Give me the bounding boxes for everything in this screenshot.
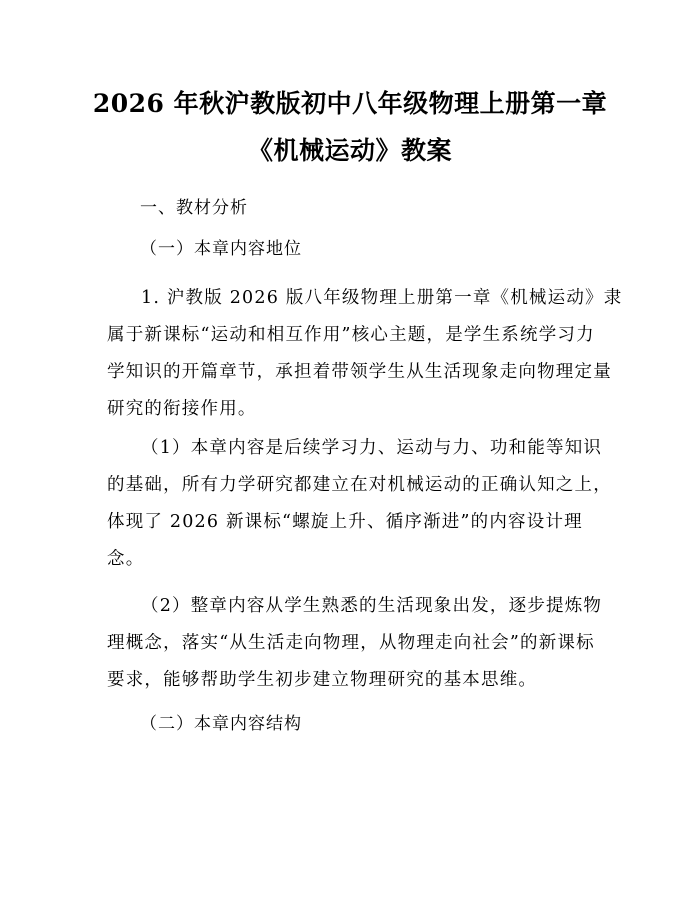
paragraph-line: 属于新课标“运动和相互作用”核心主题，是学生系统学习力: [107, 325, 595, 345]
subsection-heading-chapter-structure: （二）本章内容结构: [140, 714, 302, 734]
document-title-line-2: 《机械运动》教案: [247, 136, 452, 165]
paragraph-line: 体现了 2026 新课标“螺旋上升、循序渐进”的内容设计理: [107, 512, 583, 532]
paragraph-line: 理概念，落实“从生活走向物理，从物理走向社会”的新课标: [107, 633, 595, 653]
paragraph-line: 要求，能够帮助学生初步建立物理研究的基本思维。: [107, 670, 538, 690]
document-title-line-1: 2026 年秋沪教版初中八年级物理上册第一章: [92, 89, 608, 118]
paragraph-chapter-position: [107, 280, 623, 428]
subsection-heading-chapter-position: （一）本章内容地位: [140, 239, 302, 259]
paragraph-life-to-physics: [107, 588, 603, 699]
paragraph-line: 的基础，所有力学研究都建立在对机械运动的正确认知之上，: [107, 475, 612, 495]
paragraph-line: 研究的衔接作用。: [107, 399, 257, 419]
paragraph-line: 念。: [107, 549, 145, 569]
paragraph-line: 1. 沪教版 2026 版八年级物理上册第一章《机械运动》隶: [141, 288, 623, 308]
paragraph-foundation: [107, 430, 612, 578]
paragraph-line: 学知识的开篇章节，承担着带领学生从生活现象走向物理定量: [107, 362, 612, 382]
paragraph-line: （2）整章内容从学生熟悉的生活现象出发，逐步提炼物: [141, 596, 603, 616]
section-heading-textbook-analysis: 一、教材分析: [140, 198, 248, 218]
paragraph-line: （1）本章内容是后续学习力、运动与力、功和能等知识: [141, 438, 603, 458]
